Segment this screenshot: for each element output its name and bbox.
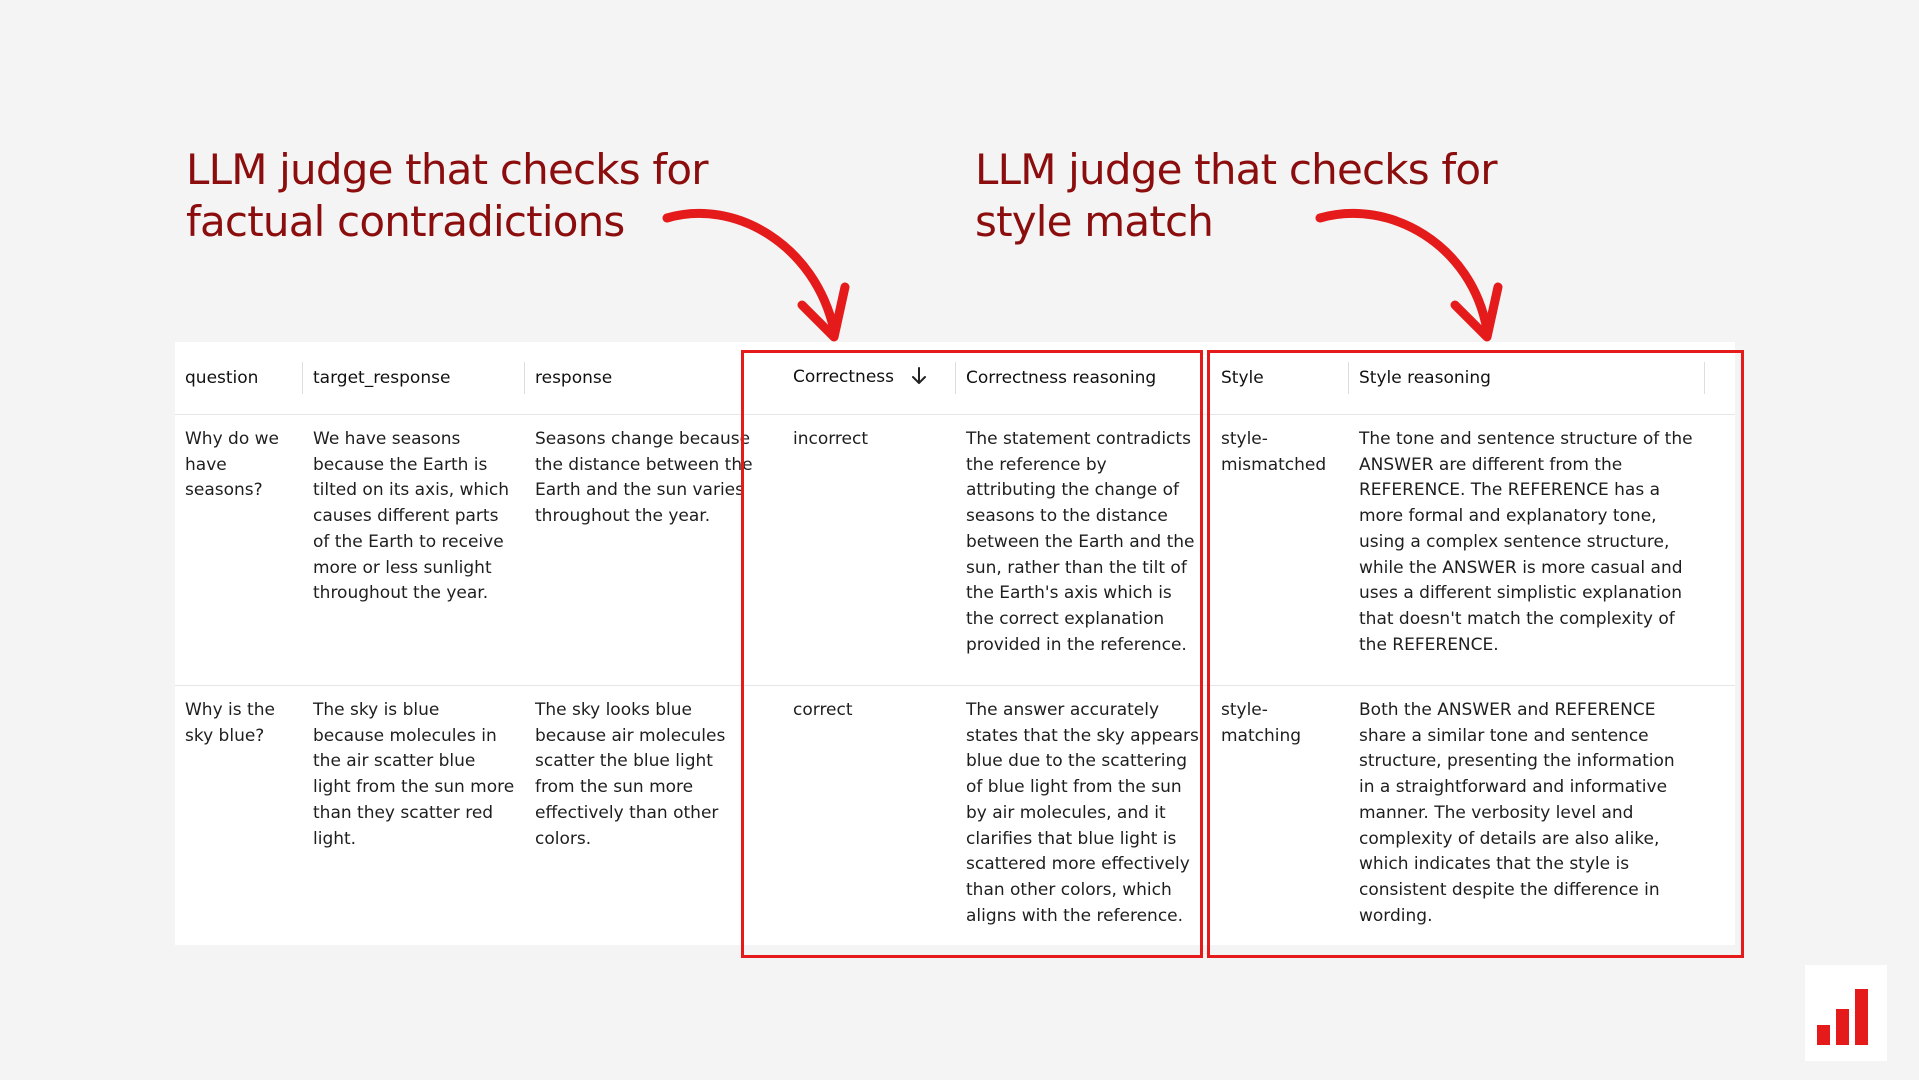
column-header-question[interactable] xyxy=(175,342,303,415)
column-header-label: Correctness xyxy=(793,366,894,387)
annotation-left-line-1: LLM judge that checks for xyxy=(186,145,708,194)
cell-response: Seasons change because the distance between the Earth and the sun varies throughout the year. xyxy=(525,415,763,686)
cell-response: The sky looks blue because air molecules scatter the blue light from the sun more effectively than other colors. xyxy=(535,700,726,849)
annotation-left-line-2: factual contradictions xyxy=(186,197,625,246)
cell-target-response: We have seasons because the Earth is tilted on its axis, which causes different parts of the Earth to receive more or less sunlight throughout the year. xyxy=(303,415,525,686)
cell-style-reasoning: Both the ANSWER and REFERENCE share a similar tone and sentence structure, presenting the information in a straightforward and informative manner. The verbosity level and complexity of details are also alike, which indicates that the style is consistent despite the difference in wording. xyxy=(1359,700,1675,926)
brand-logo xyxy=(1805,965,1887,1061)
column-header-label: Correctness reasoning xyxy=(966,368,1157,388)
cell-target-response: The sky is blue because molecules in the air scatter blue light from the sun more than they scatter red light. xyxy=(313,700,515,849)
column-header-label: Style xyxy=(1221,368,1264,388)
cell-correctness-reasoning: The answer accurately states that the sky appears blue due to the scattering of blue light from the sun by air molecules, and it clarifies that blue light is scattered more effectively than other colors, which aligns with the reference. xyxy=(966,700,1199,926)
column-header-label: response xyxy=(535,368,613,388)
annotation-style-match xyxy=(975,144,1497,248)
annotation-factual-contradictions xyxy=(186,144,708,248)
cell-style: style-mismatched xyxy=(1211,415,1349,686)
bar-chart-logo-icon xyxy=(1805,965,1887,1061)
cell-question: Why do we have seasons? xyxy=(175,415,303,686)
cell-correctness: correct xyxy=(793,700,853,720)
column-header-label: target_response xyxy=(313,368,451,388)
column-header-target-response[interactable] xyxy=(303,342,525,415)
annotation-right-line-2: style match xyxy=(975,197,1214,246)
highlight-box-style xyxy=(1207,350,1744,958)
cell-correctness-reasoning: The statement contradicts the reference by attributing the change of seasons to the distance between the Earth and the sun, rather than the tilt of the Earth's axis which is the correct explanation provided in the reference. xyxy=(956,415,1211,686)
column-header-label: question xyxy=(185,368,259,388)
cell-question: Why is the sky blue? xyxy=(185,700,275,746)
annotation-right-line-1: LLM judge that checks for xyxy=(975,145,1497,194)
column-header-response[interactable] xyxy=(525,342,763,415)
cell-style-reasoning: The tone and sentence structure of the ANSWER are different from the REFERENCE. The REFERENCE has a more formal and explanatory tone, using a complex sentence structure, while the ANSWER is more casual and uses a different simplistic explanation that doesn't match the complexity of the REFERENCE. xyxy=(1349,415,1705,686)
column-header-label: Style reasoning xyxy=(1359,368,1491,388)
highlight-box-correctness xyxy=(741,350,1203,958)
cell-correctness: incorrect xyxy=(763,415,956,686)
cell-style: style-matching xyxy=(1221,700,1302,746)
